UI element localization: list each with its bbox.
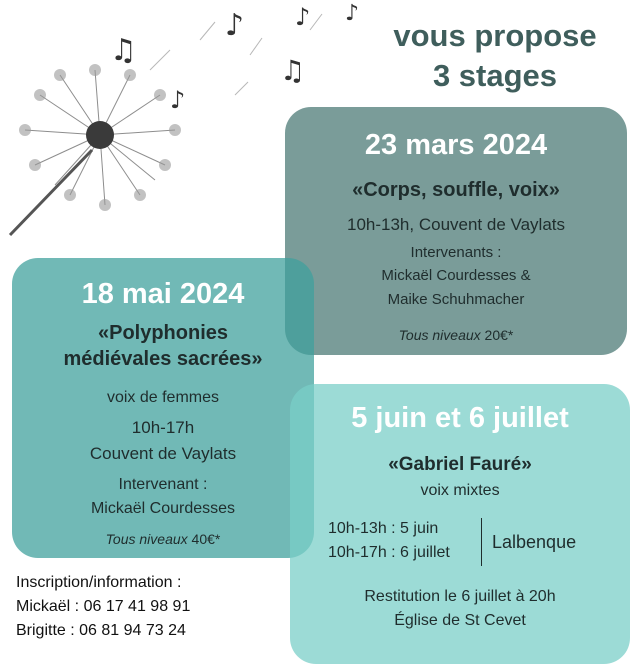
svg-text:♪: ♪: [345, 1, 360, 26]
stage-2-price: [12, 531, 314, 547]
stage-1-price-amount: 20€*: [484, 327, 514, 343]
stage-2-title-line2: médiévales sacrées»: [63, 348, 263, 370]
stage-1-time-place: 10h-13h, Couvent de Vaylats: [347, 215, 565, 234]
stage-2-price-level: Tous niveaux: [105, 531, 188, 547]
header-line-2: 3 stages: [432, 58, 558, 93]
svg-text:♪: ♪: [225, 8, 245, 43]
stage-3-restitution-1: Restitution le 6 juillet à 20h: [364, 588, 556, 605]
stage-3-voices: voix mixtes: [420, 482, 500, 499]
stage-1-speakers-label: Intervenants :: [410, 244, 502, 261]
stage-2-place: Couvent de Vaylats: [89, 444, 237, 463]
stage-1-title: «Corps, souffle, voix»: [352, 179, 560, 201]
stage-2-time: 10h-17h: [131, 418, 195, 437]
stage-2-speaker-label: Intervenant :: [118, 476, 208, 493]
svg-text:♫: ♫: [110, 33, 137, 68]
stage-3-restitution-2: Église de St Cevet: [394, 612, 526, 629]
stage-1-price-level: Tous niveaux: [398, 327, 481, 343]
svg-text:♪: ♪: [295, 3, 311, 31]
stage-3-card: [290, 384, 630, 664]
stage-3-place: Lalbenque: [492, 532, 577, 552]
stage-3-title: «Gabriel Fauré»: [388, 454, 532, 475]
svg-text:♪: ♪: [170, 86, 186, 114]
stage-1-speakers-line2: Maike Schuhmacher: [387, 291, 525, 308]
stage-2-speaker: Mickaël Courdesses: [90, 500, 236, 517]
contact-line-2: Brigitte : 06 81 94 73 24: [16, 622, 186, 639]
stage-2-title-line1: «Polyphonies: [97, 322, 229, 344]
contact-line-1: Mickaël : 06 17 41 98 91: [16, 598, 191, 615]
stage-2-date: 18 mai 2024: [81, 278, 245, 310]
stage-1-card: [285, 107, 627, 355]
stage-2-price-amount: 40€*: [191, 531, 221, 547]
stage-3-date: 5 juin et 6 juillet: [351, 402, 569, 434]
stage-1-speakers-line1: Mickaël Courdesses &: [381, 267, 531, 284]
stage-3-schedule-1: 10h-13h : 5 juin: [328, 520, 439, 537]
contact-heading: Inscription/information :: [16, 574, 182, 591]
stage-1-price: [285, 327, 627, 343]
header-line-1: vous propose: [393, 18, 597, 53]
music-note-icon: [110, 1, 359, 114]
stage-3-divider: [481, 518, 482, 566]
stage-2-card: [12, 258, 314, 558]
stage-1-date: 23 mars 2024: [364, 129, 548, 161]
svg-text:♫: ♫: [280, 54, 306, 87]
stage-2-voices: voix de femmes: [106, 389, 220, 406]
stage-3-schedule-2: 10h-17h : 6 juillet: [328, 544, 450, 561]
